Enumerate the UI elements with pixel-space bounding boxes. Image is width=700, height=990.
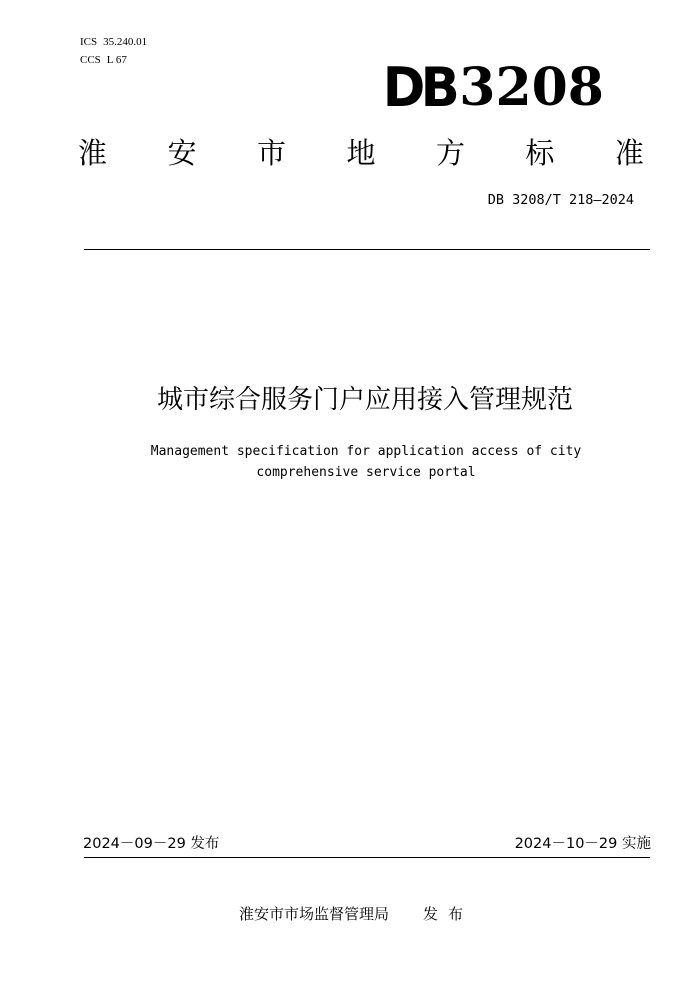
standard-number: DB 3208/T 218—2024 (487, 192, 634, 208)
ics-label: ICS (80, 36, 98, 48)
ccs-code: L 67 (106, 54, 127, 66)
db-logo-letters: DB (383, 56, 456, 119)
publisher-action: 发布 (423, 905, 474, 923)
standard-type-heading (78, 136, 644, 170)
ics-code: 35.240.01 (103, 36, 148, 48)
standard-type-char: 标 (525, 136, 555, 170)
document-title-english-line-1: Management specification for application access of city (150, 444, 582, 459)
standard-type-char: 淮 (78, 136, 108, 170)
standard-type-char: 准 (614, 136, 644, 170)
standard-type-char: 安 (167, 136, 197, 170)
bottom-divider (84, 857, 650, 858)
publisher-line (239, 904, 473, 924)
issue-date: 2024－09－29 发布 (83, 836, 220, 852)
document-title-chinese: 城市综合服务门户应用接入管理规范 (156, 385, 573, 415)
ccs-label: CCS (80, 54, 101, 66)
ccs-code-line (80, 53, 127, 67)
db-logo-number: 3208 (459, 57, 604, 118)
standard-type-char: 地 (346, 136, 376, 170)
implementation-date: 2024－10－29 实施 (514, 836, 651, 852)
standard-type-char: 市 (256, 136, 286, 170)
document-title-english-line-2: comprehensive service portal (256, 465, 476, 480)
db-standard-logo (379, 58, 604, 118)
publisher-name: 淮安市市场监督管理局 (239, 905, 390, 923)
standard-type-char: 方 (435, 136, 465, 170)
ics-code-line (80, 35, 147, 49)
top-divider (84, 249, 650, 250)
